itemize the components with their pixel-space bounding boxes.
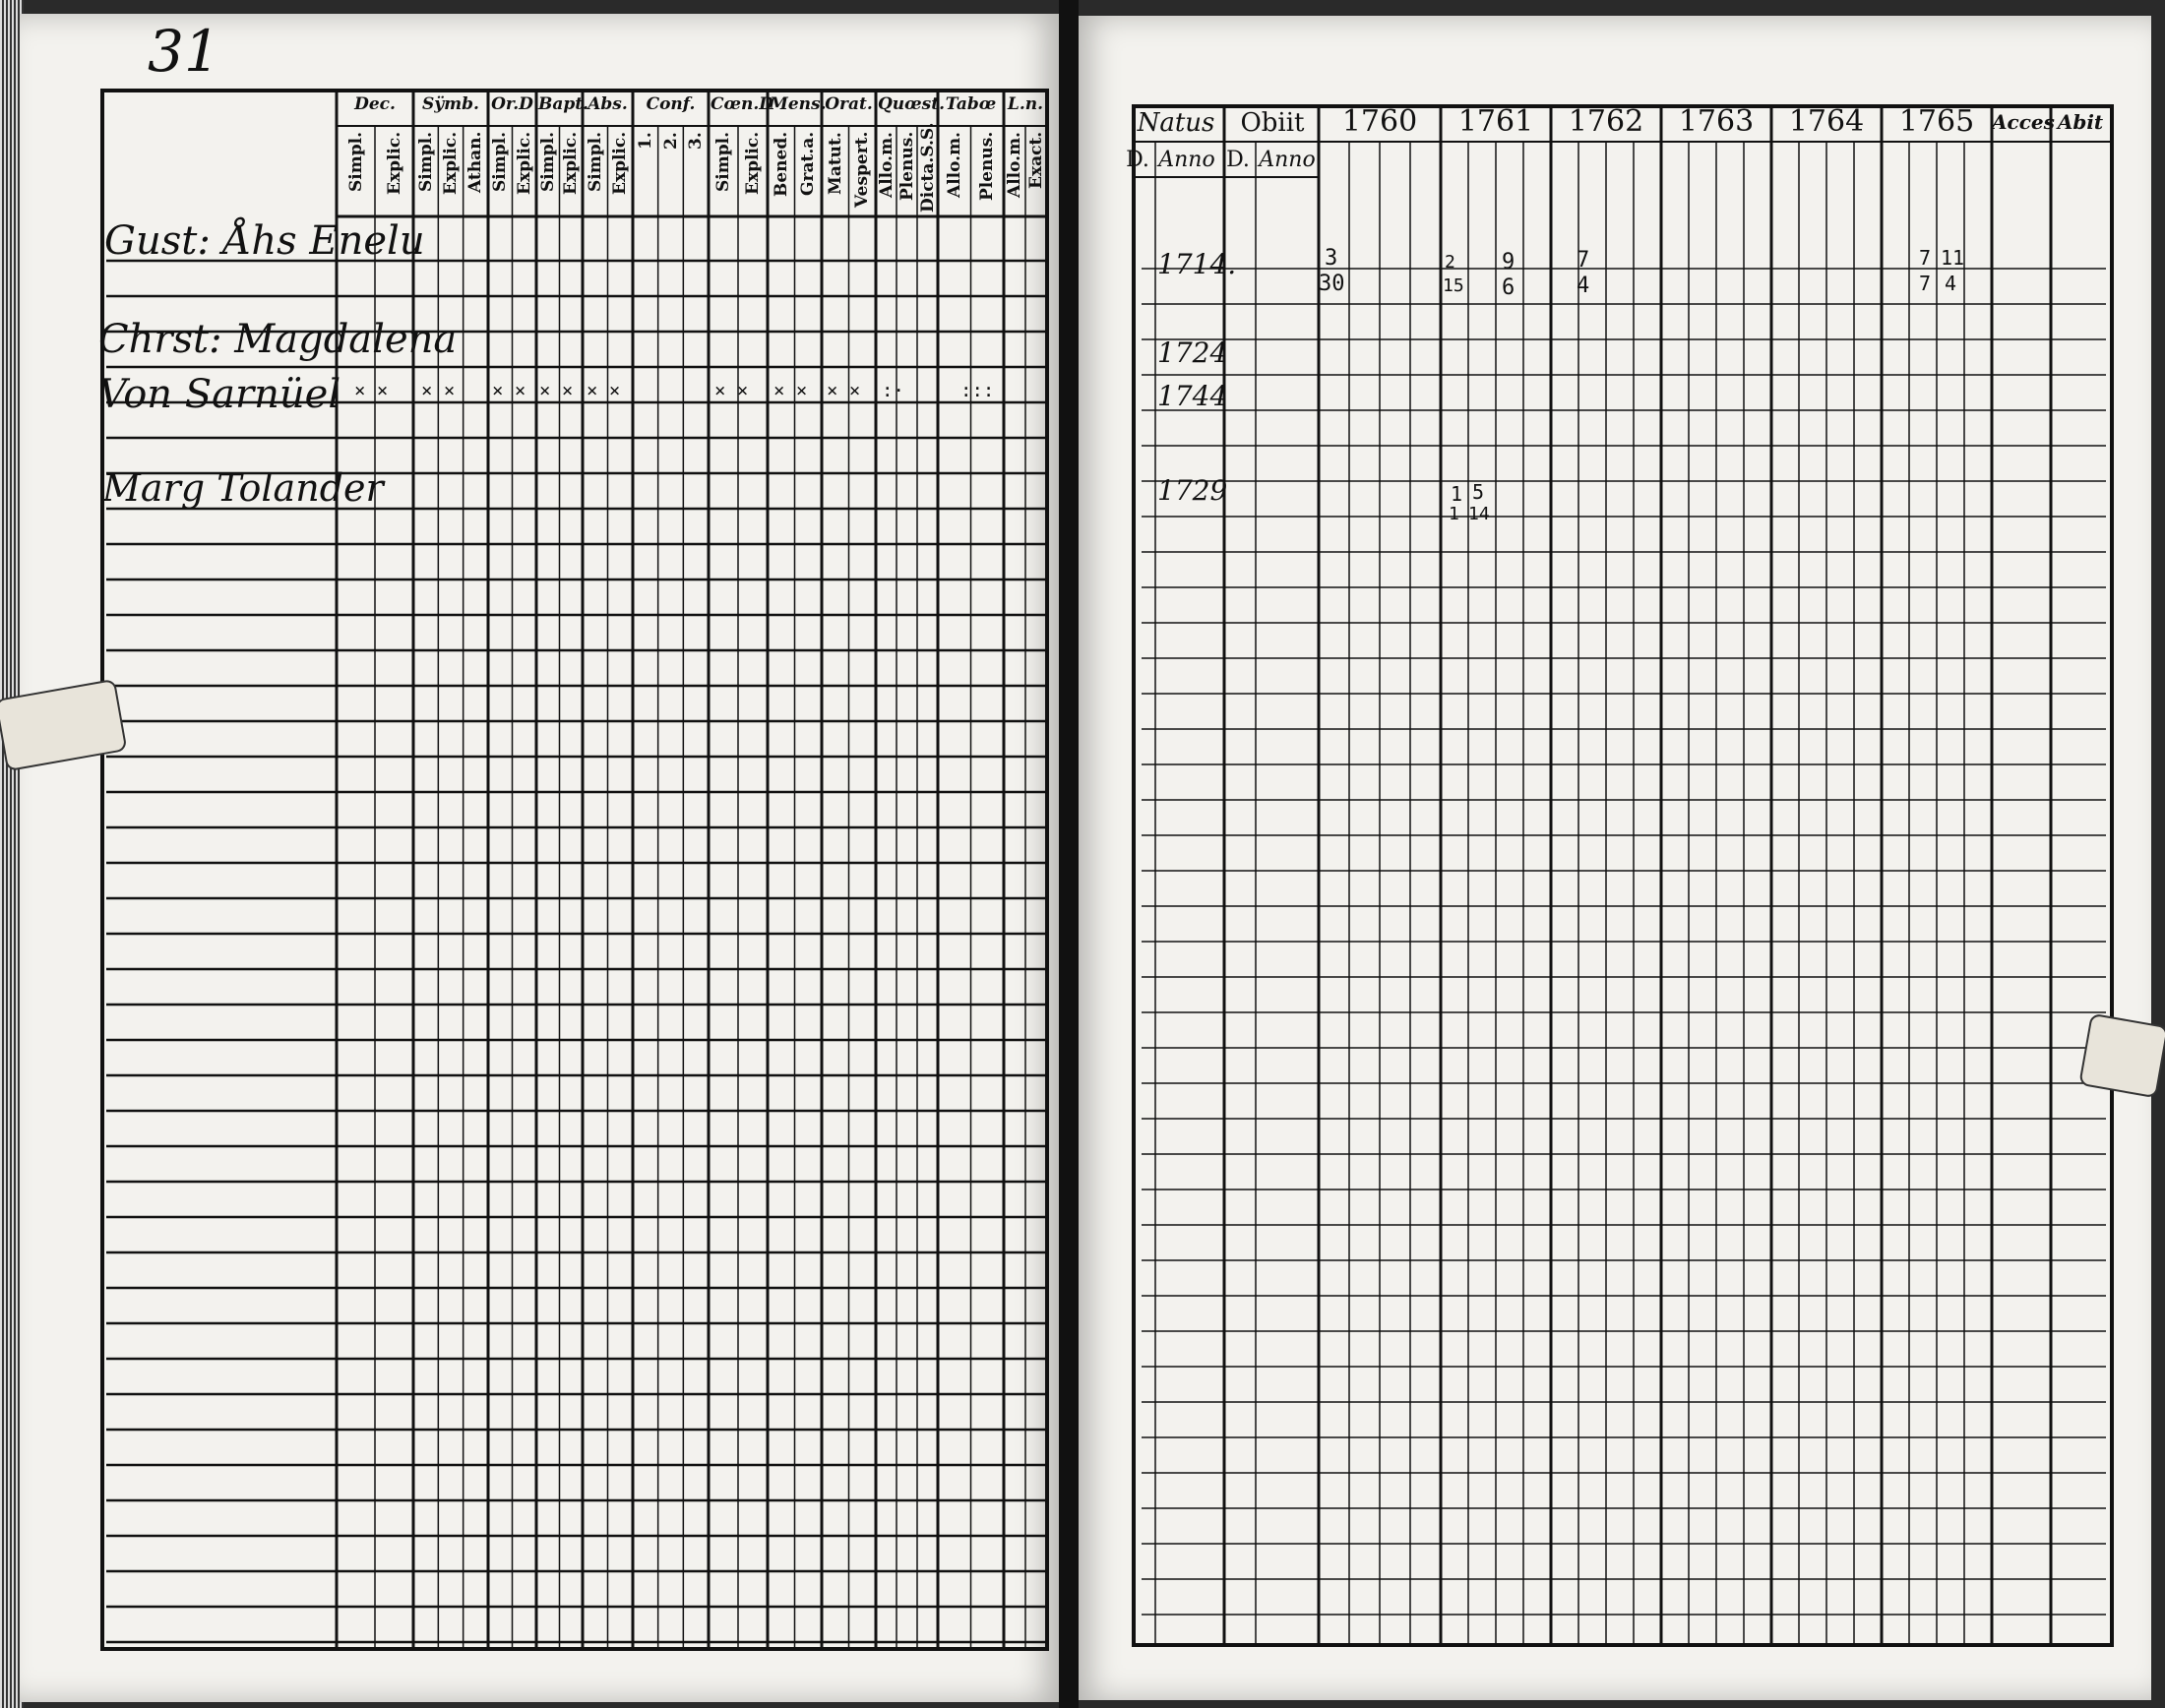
natus-anno-header: Anno bbox=[1158, 148, 1215, 172]
attainment-mark: × × bbox=[354, 380, 389, 401]
obiit-anno-header: Anno bbox=[1259, 148, 1316, 172]
group-header-12: L.n. bbox=[1007, 94, 1044, 114]
group-header-10: Quœst. bbox=[878, 94, 945, 114]
year-header-1762: 1762 bbox=[1568, 104, 1644, 139]
birth-year-4: 1729 bbox=[1157, 474, 1228, 507]
sub-header: Vespert. bbox=[852, 132, 873, 209]
sub-header: Explic. bbox=[514, 132, 534, 196]
sub-header: Allo.m. bbox=[1005, 132, 1024, 198]
attainment-mark: × × bbox=[539, 380, 574, 401]
acces-header: Acces bbox=[1992, 110, 2055, 134]
year-header-1761: 1761 bbox=[1457, 104, 1534, 139]
sub-header: Plenus. bbox=[977, 132, 998, 202]
sub-header: Explic. bbox=[561, 132, 582, 196]
sub-header: Explic. bbox=[441, 132, 461, 196]
row1-1760-top: 3 bbox=[1325, 246, 1338, 271]
page-number: 31 bbox=[148, 18, 220, 85]
year-header-1763: 1763 bbox=[1678, 104, 1755, 139]
attainment-mark: × × bbox=[827, 380, 861, 401]
sub-header: Simpl. bbox=[415, 132, 436, 192]
attainment-mark: :· bbox=[882, 380, 904, 401]
sub-header: Plenus. bbox=[897, 132, 917, 202]
attainment-mark: × × bbox=[714, 380, 749, 401]
row4-1761b-top: 5 bbox=[1472, 480, 1485, 504]
group-header-2: Sÿmb. bbox=[422, 94, 479, 114]
attainment-mark: × × bbox=[587, 380, 621, 401]
group-header-3: Or.D bbox=[491, 94, 533, 114]
attainment-mark: × × bbox=[492, 380, 526, 401]
group-header-1: Dec. bbox=[354, 94, 396, 114]
year-header-1765: 1765 bbox=[1898, 104, 1975, 139]
year-header-1760: 1760 bbox=[1341, 104, 1418, 139]
birth-year-2: 1724 bbox=[1157, 336, 1228, 369]
sub-header: 2. bbox=[660, 132, 681, 150]
group-header-4: Bapt. bbox=[538, 94, 589, 114]
sub-header: Explic. bbox=[384, 132, 404, 196]
row1-1765-b: 7 bbox=[1919, 272, 1932, 295]
attainment-mark: ::: bbox=[960, 380, 995, 401]
person-name-1: Gust: Åhs Enelu bbox=[104, 218, 425, 264]
sub-header: Matut. bbox=[825, 132, 845, 195]
row1-1761a-bottom: 15 bbox=[1443, 275, 1464, 296]
sub-header: Dicta.S.S. bbox=[917, 122, 938, 213]
row4-1761-top: 1 bbox=[1451, 482, 1463, 506]
row1-1765-d: 4 bbox=[1945, 272, 1957, 295]
sub-header: Simpl. bbox=[585, 132, 605, 192]
sub-header: Explic. bbox=[610, 132, 631, 196]
sub-header: Athan. bbox=[465, 132, 486, 194]
person-name-3: Von Sarnüel bbox=[98, 372, 341, 417]
birth-year-1: 1714. bbox=[1157, 248, 1237, 280]
row1-1761a-top: 2 bbox=[1445, 252, 1455, 273]
group-header-9: Orat. bbox=[825, 94, 873, 114]
year-header-1764: 1764 bbox=[1788, 104, 1865, 139]
paper-tab-right bbox=[2078, 1013, 2165, 1099]
sub-header: Grat.a. bbox=[798, 132, 819, 197]
sub-header: Explic. bbox=[743, 132, 763, 196]
group-header-7: Cœn.D bbox=[711, 94, 774, 114]
sub-header: Exact. bbox=[1026, 132, 1046, 190]
natus-d-header: D. bbox=[1126, 148, 1149, 172]
person-name-2: Chrst: Magdalena bbox=[98, 317, 458, 362]
person-name-4: Marg Tolander bbox=[102, 466, 384, 510]
sub-header: Simpl. bbox=[537, 132, 558, 192]
natus-header: Natus bbox=[1137, 108, 1215, 138]
row1-1760-bottom: 30 bbox=[1319, 272, 1345, 296]
row4-1761b-bottom: 14 bbox=[1468, 504, 1490, 524]
row1-1765-c: 11 bbox=[1941, 246, 1965, 270]
sub-header: Bened. bbox=[771, 132, 791, 198]
row1-1761b-top: 9 bbox=[1502, 250, 1516, 274]
sub-header: 3. bbox=[686, 132, 707, 150]
obiit-d-header: D. bbox=[1226, 148, 1250, 172]
attainment-mark: × × bbox=[421, 380, 456, 401]
group-header-8: Mens. bbox=[770, 94, 827, 114]
group-header-5: Abs. bbox=[588, 94, 628, 114]
sub-header: Simpl. bbox=[490, 132, 511, 192]
attainment-mark: × × bbox=[773, 380, 808, 401]
row1-1765-a: 7 bbox=[1919, 246, 1932, 270]
birth-year-3: 1744 bbox=[1157, 380, 1228, 412]
sub-header: Simpl. bbox=[713, 132, 733, 192]
group-header-11: Tabœ bbox=[945, 94, 997, 114]
sub-header: Allo.m. bbox=[944, 132, 964, 198]
right-table-frame bbox=[1134, 106, 2112, 1645]
row1-1762-bottom: 4 bbox=[1577, 274, 1590, 298]
row4-1761-bottom: 1 bbox=[1449, 504, 1459, 524]
sub-header: 1. bbox=[635, 132, 655, 150]
obiit-header: Obiit bbox=[1240, 108, 1305, 138]
row1-1761b-bottom: 6 bbox=[1502, 275, 1516, 300]
sub-header: Simpl. bbox=[345, 132, 366, 192]
row1-1762-top: 7 bbox=[1577, 248, 1590, 273]
sub-header: Allo.m. bbox=[876, 132, 897, 198]
group-header-6: Conf. bbox=[646, 94, 696, 114]
abit-header: Abit bbox=[2057, 110, 2104, 134]
